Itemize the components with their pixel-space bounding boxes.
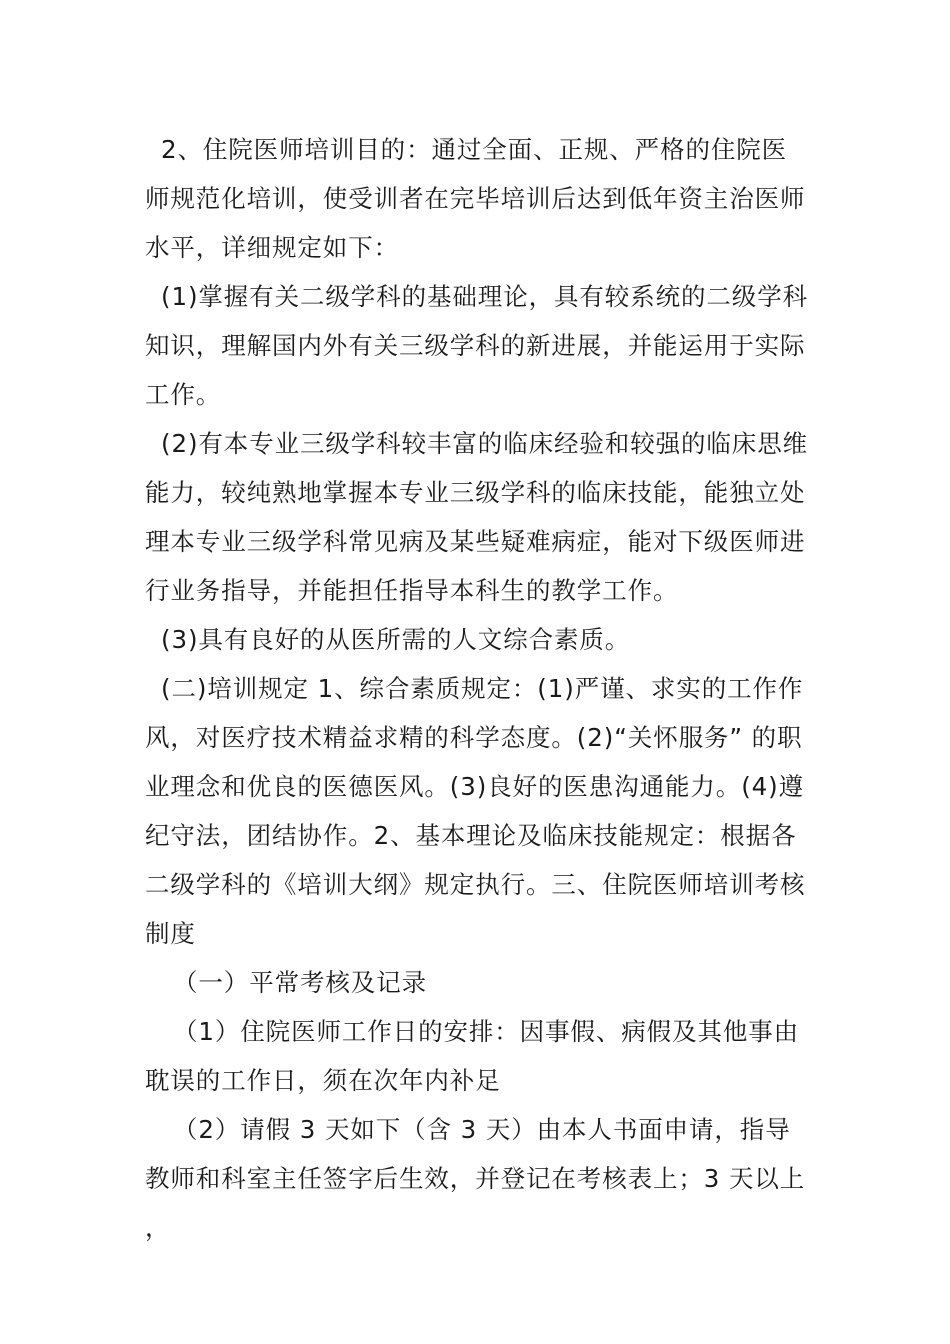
paragraph-routine-assessment-heading: （一）平常考核及记录 <box>173 968 427 997</box>
document-body <box>145 125 810 1252</box>
paragraph-workday-arrangement: （1）住院医师工作日的安排：因事假、病假及其他事由耽误的工作日，须在次年内补足 <box>145 1017 800 1095</box>
paragraph-training-rules: (二)培训规定 1、综合素质规定：(1)严谨、求实的工作作风，对医疗技术精益求精的科学态度。(2)“关怀服务” 的职业理念和优良的医德医风。(3)良好的医患沟通能力。(4)遵纪守法，团结协作。2、基本理论及临床技能规定：根据各二级学科的《培训大纲》规定执行。三、住院医师培训考核制度 <box>145 674 806 948</box>
paragraph-leave-request: （2）请假 3 天如下（含 3 天）由本人书面申请，指导教师和科室主任签字后生效，并登记在考核表上；3 天以上， <box>145 1115 806 1242</box>
paragraph-requirement-3: (3)具有良好的从医所需的人文综合素质。 <box>161 625 631 654</box>
paragraph-training-purpose: 2、住院医师培训目的：通过全面、正规、严格的住院医师规范化培训，使受训者在完毕培训后达到低年资主治医师水平，详细规定如下： <box>145 135 806 262</box>
paragraph-requirement-1: (1)掌握有关二级学科的基础理论，具有较系统的二级学科知识，理解国内外有关三级学科的新进展，并能运用于实际工作。 <box>145 282 809 409</box>
paragraph-requirement-2: (2)有本专业三级学科较丰富的临床经验和较强的临床思维能力，较纯熟地掌握本专业三级学科的临床技能，能独立处理本专业三级学科常见病及某些疑难病症，能对下级医师进行业务指导，并能担任指导本科生的教学工作。 <box>145 429 809 605</box>
